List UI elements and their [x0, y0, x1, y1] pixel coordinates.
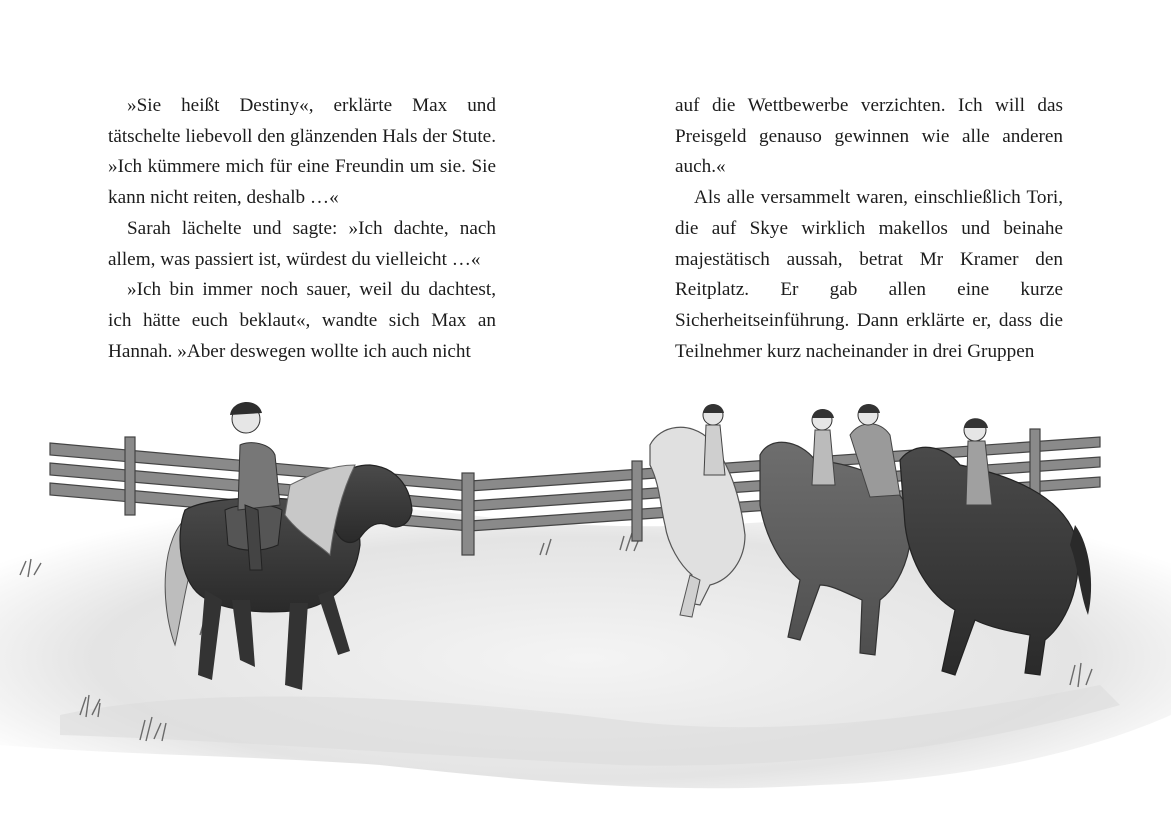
paragraph: Als alle versammelt waren, einschließlich Tori, die auf Skye wirklich makellos und beinahe majestätisch aussah, betrat Mr Kramer den Reitplatz. Er gab allen eine kurze Sicherheitseinführung. Dann erklärte er, dass die Teilnehmer kurz nacheinander in drei Gruppen	[675, 187, 1063, 362]
left-page-text	[108, 91, 496, 367]
right-page-text	[675, 91, 1063, 367]
paragraph: Sarah lächelte und sagte: »Ich dachte, nach allem, was passiert ist, würdest du vielleicht …«	[108, 217, 496, 270]
illustration-svg	[0, 385, 1171, 831]
paragraph: »Sie heißt Destiny«, erklärte Max und tätschelte liebevoll den glänzenden Hals der Stute. »Ich kümmere mich für eine Freundin um sie. Sie kann nicht reiten, deshalb …«	[108, 95, 496, 209]
paragraph: »Ich bin immer noch sauer, weil du dachtest, ich hätte euch beklaut«, wandte sich Max an Hannah. »Aber deswegen wollte ich auch nicht	[108, 279, 496, 362]
paragraph: auf die Wettbewerbe verzichten. Ich will das Preisgeld genauso gewinnen wie alle anderen auch.«	[675, 95, 1063, 178]
riding-arena-illustration	[0, 385, 1171, 831]
